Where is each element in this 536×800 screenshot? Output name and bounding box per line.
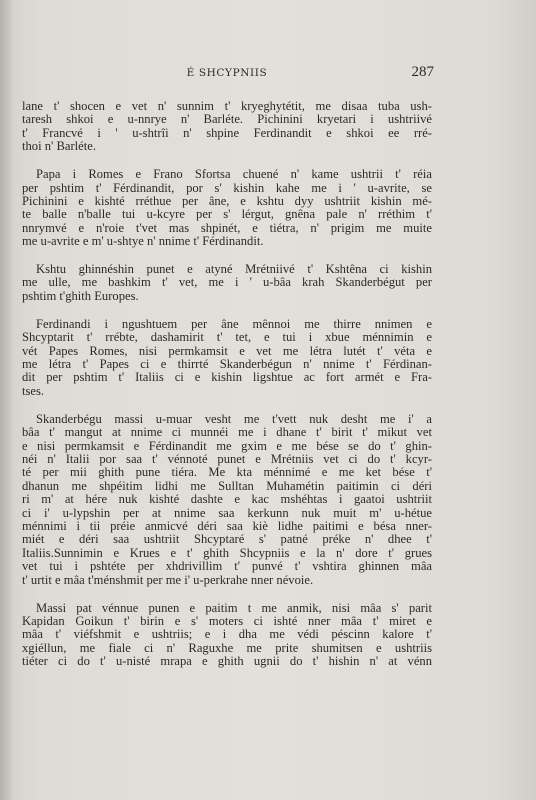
text-line: tses. xyxy=(22,383,45,398)
text-line: miét e déri saa ushtriit Shcyptaré s' patné préke n' dhee t' xyxy=(22,532,432,547)
page-header xyxy=(22,64,432,84)
text-line: vet tui i pshtéte per xhdrivillim t' punvé t' vshtira ghinnen mâa xyxy=(22,559,432,574)
text-line: Kapidan Goikun t' birin e s' moters ci ishté nner mâa t' miret e xyxy=(22,613,432,628)
text-line: ri m' at hére nuk kishté dashte e kac mshéhtas i gaatoi ushtriit xyxy=(22,492,432,507)
text-line: lane t' shocen e vet n' sunnim t' kryeghytétit, me disaa tuba ush- xyxy=(22,99,432,113)
text-line: Kshtu ghinnéshin punet e atyné Mrétniivé t' Kshtêna ci kishin xyxy=(36,262,432,277)
text-line: me ulle, me bashkim t' vet, me i ' u-bâa krah Skanderbégut per xyxy=(22,275,432,290)
text-line: thoi n' Barléte. xyxy=(22,139,96,154)
text-line: per pshtim t' Férdinandit, por s' kishin kahe me i ' u-avrite, se xyxy=(22,180,432,195)
running-head: É SHCYPNIIS xyxy=(186,67,268,79)
text-line: ci i' u-lypshin per at nnime saa kerkunn nuk muit m' u-hétue xyxy=(22,505,432,520)
paragraph xyxy=(22,602,432,669)
text-line: dhanun me shpéitim lidhi me Sulltan Muhamétin paitimin ci déri xyxy=(22,478,432,493)
text-line: t' Francvé i ' u-shtrîi n' shpine Ferdinandit e shkoi ee rré- xyxy=(22,125,432,140)
text-line: te balle n'balle tui u-kcyre per s' lérgut, gnêna pale n' rréthim t' xyxy=(22,207,432,222)
text-line: bâa t' mangut at nnime ci munnéi me i dhane t' birit t' mikut vet xyxy=(22,425,432,440)
paragraph xyxy=(22,413,432,587)
text-line: pshtim t'ghith Europes. xyxy=(22,288,139,303)
text-line: néi n' Italii por saa t' vénnoté punet e Mrétniis vet ci do t' kcyr- xyxy=(22,451,432,466)
text-line: xgiéllun, me fiale ci n' Raguxhe me prite shumitsen e ushtriis xyxy=(22,640,432,655)
text-line: Papa i Romes e Frano Sfortsa chuené n' kame ushtrii t' réia xyxy=(36,167,432,182)
text-line: Ferdinandi i ngushtuem per âne mênnoi me thirre nnimen e xyxy=(36,316,432,331)
text-line: me létra t' Papes ci e thirrté Skanderbégun n' nnime t' Férdinan- xyxy=(22,357,432,371)
text-line: ménnimi i tii préie anmicvé déri saa kiè lidhe paitimi e bésa nner- xyxy=(22,518,432,533)
text-line: me u-avrite e m' u-shtye n' nnime t' Férdinandit. xyxy=(22,234,264,249)
text-line: nnrymvé e n'roie t'vet mas shpinét, e tiétra, n' prigim me muite xyxy=(22,220,432,235)
text-line: mâa t' viéfshmit e ushtriis; e i dha me védi péscinn kalore t' xyxy=(22,627,432,642)
text-line: dit per pshtim t' Italiis ci e kishin ligshtue ac fort armét e Fra- xyxy=(22,370,432,385)
paragraph xyxy=(22,100,432,154)
text-line: Massi pat vénnue punen e paitim t me anmik, nisi mâa s' parit xyxy=(36,600,432,615)
paragraph xyxy=(22,318,432,398)
paragraph xyxy=(22,168,432,248)
text-line: taresh shkoi e u-nnrye n' Barléte. Pichinini kryetari i ushtriivé xyxy=(22,112,432,127)
text-line: Pichinini e kishté rréthue per âne, e kshtu dyy ushtriit kishin mé- xyxy=(22,193,432,208)
text-line: vét Papes Romes, nisi permkamsit e vet me létra lutét t' véta e xyxy=(22,343,432,358)
text-line: Shcyptarit t' rrébte, dashamirit t' tet, e tui i xbue ménnimin e xyxy=(22,330,432,345)
text-line: Skanderbégu massi u-muar vesht me t'vett nuk desht me i' a xyxy=(36,411,432,426)
paragraph xyxy=(22,263,432,303)
text-line: Italiis.Sunnimin e Krues e t' ghith Shcypniis e la n' dore t' grues xyxy=(22,545,432,560)
text-line: e nisi permkamsit e Férdinandit me gxim e me bése se do t' ghin- xyxy=(22,438,432,453)
text-line: t' urtit e mâa t'ménshmit per me i' u-perkrahe nner névoie. xyxy=(22,572,314,587)
text-line: tiéter ci do t' u-nisté mrapa e ghith ugnii do t' hishin n' at vénn xyxy=(22,654,432,669)
page-number: 287 xyxy=(411,64,434,80)
body-text xyxy=(22,100,432,683)
text-line: té per mii ghith pune tiéra. Me kta ménnimé e me ket bése t' xyxy=(22,465,432,480)
